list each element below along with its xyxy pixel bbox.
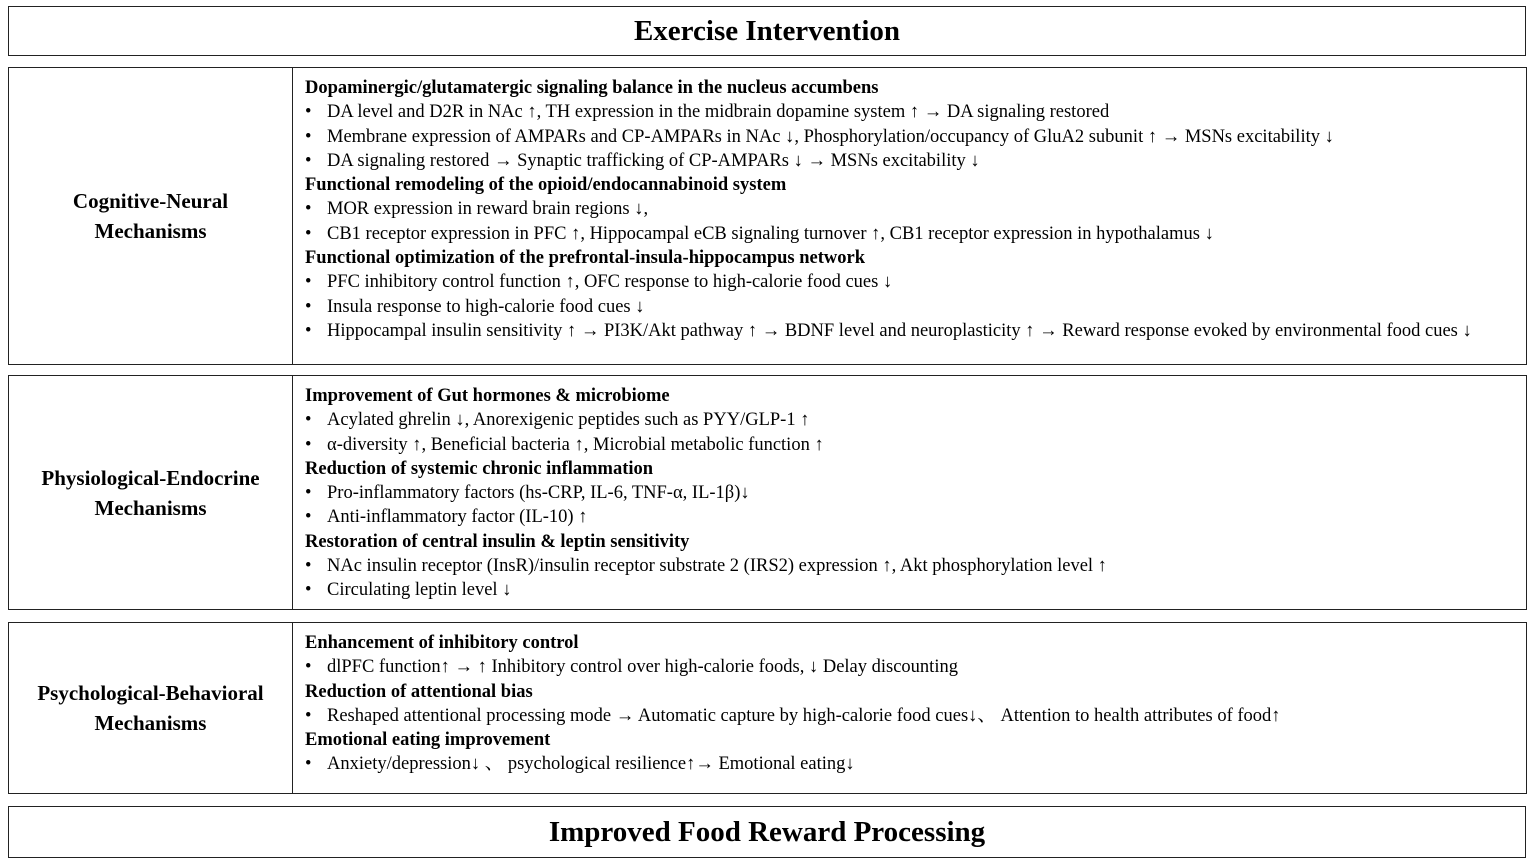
section-label-line1: Physiological-Endocrine: [41, 465, 260, 490]
list-item: • Membrane expression of AMPARs and CP-AMPARs in NAc ↓, Phosphorylation/occupancy of GluA2 subunit ↑ → MSNs excitability ↓: [305, 125, 1516, 149]
group-title: Restoration of central insulin & leptin sensitivity: [305, 531, 690, 552]
list-item: • DA level and D2R in NAc ↑, TH expression in the midbrain dopamine system ↑ → DA signaling restored: [305, 100, 1516, 124]
list-item: • Anti-inflammatory factor (IL-10) ↑: [305, 505, 1516, 529]
list-item: • MOR expression in reward brain regions ↓,: [305, 197, 1516, 221]
group-title: Emotional eating improvement: [305, 730, 551, 751]
list-item: • dlPFC function↑ → ↑ Inhibitory control over high-calorie foods, ↓ Delay discounting: [305, 655, 1516, 679]
section-label-line1: Psychological-Behavioral: [37, 681, 264, 705]
list-item: • PFC inhibitory control function ↑, OFC response to high-calorie food cues ↓: [305, 270, 1516, 294]
section-label-line2: Mechanisms: [94, 711, 207, 735]
section-content: [293, 68, 1526, 364]
group-title: Reduction of attentional bias: [305, 681, 533, 702]
list-item: • Circulating leptin level ↓: [305, 578, 1516, 602]
group-title: Dopaminergic/glutamatergic signaling balance in the nucleus accumbens: [305, 78, 879, 98]
bottom-banner-improved-food-reward: Improved Food Reward Processing: [8, 806, 1526, 858]
section-label: [9, 623, 293, 793]
section-label-line2: Mechanisms: [94, 219, 207, 243]
section-label: [9, 376, 293, 609]
section-label-line1: Cognitive-Neural: [72, 189, 229, 213]
section-cognitive-neural: [8, 67, 1527, 365]
section-content: [293, 623, 1526, 793]
group-title: Enhancement of inhibitory control: [305, 633, 579, 653]
section-content: [293, 376, 1526, 609]
list-item: • Acylated ghrelin ↓, Anorexigenic peptides such as PYY/GLP-1 ↑: [305, 408, 1516, 432]
section-label: [9, 68, 293, 364]
list-item: • NAc insulin receptor (InsR)/insulin receptor substrate 2 (IRS2) expression ↑, Akt phosphorylation level ↑: [305, 554, 1516, 578]
group-title: Improvement of Gut hormones & microbiome: [305, 386, 670, 406]
group-title: Functional remodeling of the opioid/endocannabinoid system: [305, 175, 787, 196]
list-item: • Insula response to high-calorie food cues ↓: [305, 295, 1516, 319]
list-item: • CB1 receptor expression in PFC ↑, Hippocampal eCB signaling turnover ↑, CB1 receptor expression in hypothalamus ↓: [305, 222, 1516, 246]
list-item: • Anxiety/depression↓ 、 psychological resilience↑→ Emotional eating↓: [305, 752, 1516, 776]
list-item: • Pro-inflammatory factors (hs-CRP, IL-6, TNF-α, IL-1β)↓: [305, 481, 1516, 505]
group-title: Functional optimization of the prefrontal-insula-hippocampus network: [305, 248, 866, 269]
section-psychological-behavioral: [8, 622, 1527, 794]
top-banner-exercise-intervention: Exercise Intervention: [8, 6, 1526, 56]
section-label-line2: Mechanisms: [94, 495, 207, 520]
list-item: • Hippocampal insulin sensitivity ↑ → PI3K/Akt pathway ↑ → BDNF level and neuroplasticity ↑ → Reward response evoked by environmental food cues ↓: [305, 319, 1516, 343]
group-title: Reduction of systemic chronic inflammation: [305, 458, 654, 479]
section-physiological-endocrine: [8, 375, 1527, 610]
list-item: • DA signaling restored → Synaptic trafficking of CP-AMPARs ↓ → MSNs excitability ↓: [305, 149, 1516, 173]
list-item: • Reshaped attentional processing mode → Automatic capture by high-calorie food cues↓、 Attention to health attributes of food↑: [305, 704, 1516, 728]
list-item: • α-diversity ↑, Beneficial bacteria ↑, Microbial metabolic function ↑: [305, 433, 1516, 457]
